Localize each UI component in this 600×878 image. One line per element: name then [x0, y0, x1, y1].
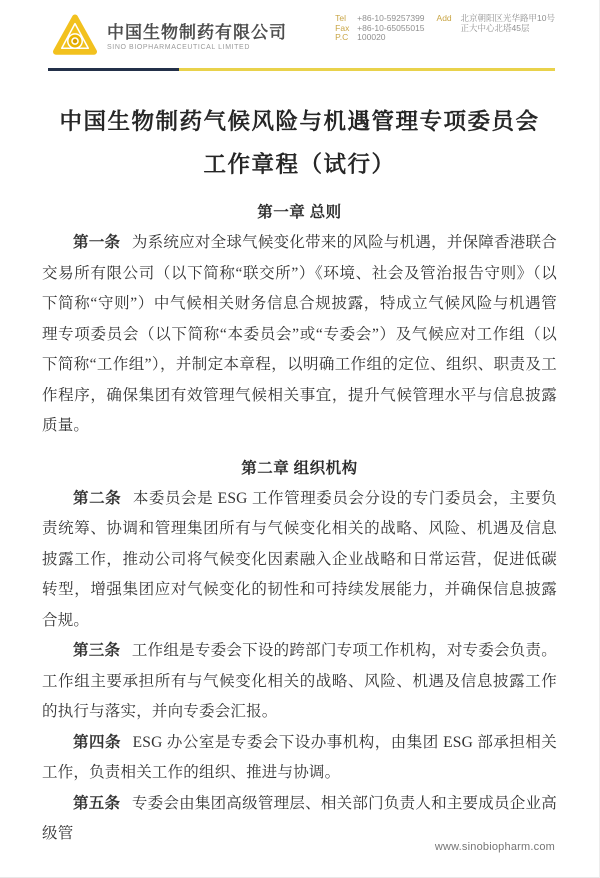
postcode-value: 100020 — [357, 32, 386, 42]
postcode-label: P.C — [335, 32, 349, 42]
divider-navy-segment — [48, 68, 179, 71]
contact-info — [335, 14, 555, 43]
company-name-en: SINO BIOPHARMACEUTICAL LIMITED — [107, 44, 250, 51]
address-lines — [461, 14, 555, 33]
contact-postcode-row — [335, 33, 424, 43]
article-4 — [42, 728, 557, 789]
letterhead-divider — [48, 68, 555, 71]
article-1-text: 为系统应对全球气候变化带来的风险与机遇，并保障香港联合交易所有限公司（以下简称“联交所”）《环境、社会及管治报告守则》（以下简称“守则”）中气候相关财务信息合规披露，特成立气候风险与机遇管理专项委员会（以下简称“本委员会”或“专委会”）及气候应对工作组（以下简称“工作组”），并制定本章程，以明确工作组的定位、组织、职责及工作程序，确保集团有效管理气候相关事宜，提升气候管理水平与信息披露质量。 — [42, 234, 557, 434]
article-4-label: 第四条 — [73, 733, 121, 751]
document-title-line1: 中国生物制药气候风险与机遇管理专项委员会 — [59, 109, 540, 134]
fax-label: Fax — [335, 22, 350, 33]
address-line-2: 正大中心北塔45层 — [460, 22, 530, 33]
fax-value: +86-10-65055015 — [357, 22, 425, 33]
document-title-line2: 工作章程（试行） — [203, 152, 396, 177]
contact-address-row — [437, 14, 555, 33]
article-3-text: 工作组是专委会下设的跨部门专项工作机构，对专委会负责。工作组主要承担所有与气候变化相关的战略、风险、机遇及信息披露工作的执行与落实，并向专委会汇报。 — [42, 642, 557, 720]
article-2-text: 本委员会是 ESG 工作管理委员会分设的专门委员会，主要负责统筹、协调和管理集团所有与气候变化相关的战略、风险、机遇及信息披露工作，推动公司将气候变化因素融入企业战略和日常运营，促进低碳转型，增强集团应对气候变化的韧性和可持续发展能力，并确保信息披露合规。 — [42, 489, 557, 629]
document-body — [0, 100, 599, 850]
article-1 — [42, 228, 557, 442]
contact-address-column — [437, 14, 555, 43]
article-3-label: 第三条 — [73, 642, 121, 659]
article-2-label: 第二条 — [73, 489, 122, 507]
address-label: Add — [436, 13, 452, 23]
company-logo-icon — [52, 13, 98, 57]
contact-phone-column — [335, 14, 424, 43]
article-3 — [42, 636, 557, 728]
document-title — [42, 100, 557, 186]
chapter-2-heading: 第二章 组织机构 — [241, 459, 358, 477]
article-5-text: 专委会由集团高级管理层、相关部门负责人和主要成员企业高级管 — [42, 794, 557, 842]
address-line-1: 北京朝阳区光华路甲10号 — [460, 13, 555, 23]
tel-label: Tel — [335, 13, 347, 23]
letterhead — [0, 0, 599, 62]
article-4-text: ESG 办公室是专委会下设办事机构，由集团 ESG 部承担相关工作，负责相关工作的组织、推进与协调。 — [42, 733, 557, 781]
tel-value: +86-10-59257399 — [357, 13, 425, 23]
divider-gold-segment — [179, 68, 555, 71]
article-5-label: 第五条 — [73, 794, 121, 812]
chapter-1-heading: 第一章 总则 — [257, 204, 342, 221]
company-name-block — [107, 23, 287, 51]
article-1-label: 第一条 — [73, 234, 121, 251]
company-name-cn: 中国生物制药有限公司 — [107, 23, 287, 42]
footer-website-url: www.sinobiopharm.com — [434, 841, 555, 853]
article-2 — [42, 484, 557, 637]
